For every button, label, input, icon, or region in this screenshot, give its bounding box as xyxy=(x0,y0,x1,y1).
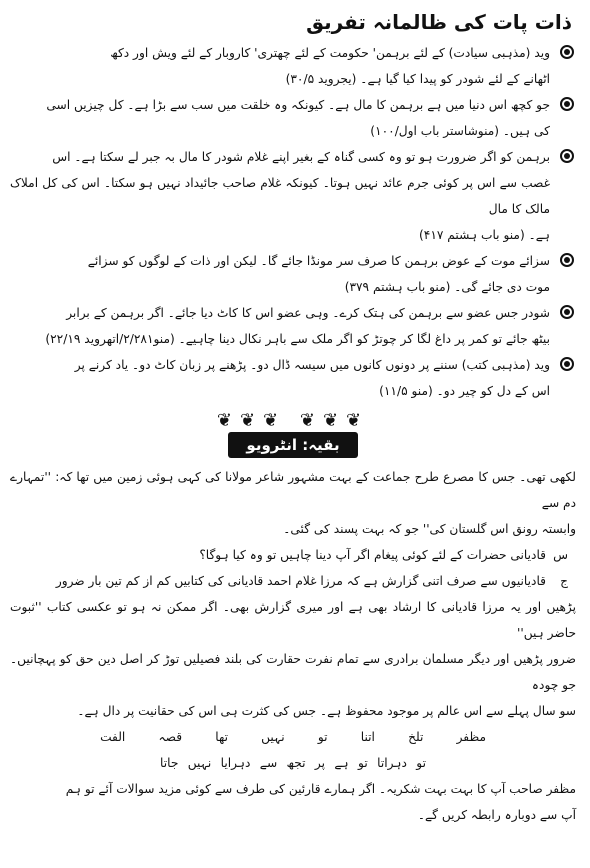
verse-word: پر xyxy=(314,756,325,770)
ornament-icon: ❦❦❦ ❦❦❦ xyxy=(216,410,370,431)
list-item xyxy=(10,248,576,300)
flower-bullet-icon xyxy=(560,253,574,267)
verse-word: تو xyxy=(416,756,426,770)
text-line: وید (مذہبی کتب) سننے پر دونوں کانوں میں سیسہ ڈال دو۔ پڑھنے پر زبان کاٹ دو۔ یاد کرنے پر xyxy=(74,358,550,372)
verse-word: ہے xyxy=(334,756,349,770)
answer-label: ج xyxy=(560,574,568,588)
list-item xyxy=(10,352,576,404)
verse-word: تلخ xyxy=(408,730,424,744)
verse-word: مظفر xyxy=(456,730,486,744)
page-title: ذات پات کی ظالمانہ تفریق xyxy=(306,10,572,34)
flower-bullet-icon xyxy=(560,45,574,59)
list-item xyxy=(10,144,576,248)
question-text: قادیانی حضرات کے لئے کوئی پیغام اگر آپ دینا چاہیں تو وہ کیا ہوگا؟ xyxy=(199,548,546,562)
text-line: پڑھیں اور یہ مرزا قادیانی کا ارشاد بھی ہے اور میری گزارش بھی۔ اگر ممکن نہ ہو تو عکسی کتاب ''ثبوت حاضر ہیں'' xyxy=(10,600,576,640)
text-line: وابستہ رونق اس گلستان کی'' جو کہ بہت پسند کی گئی۔ xyxy=(283,522,576,536)
verse-line-1 xyxy=(10,724,576,750)
question xyxy=(10,542,576,568)
list-item xyxy=(10,40,576,92)
verse-word: نہیں xyxy=(187,756,212,770)
text-line: آپ سے دوبارہ رابطہ کریں گے۔ xyxy=(417,808,576,822)
text-line: وید (مذہبی سیادت) کے لئے برہمن' حکومت کے لئے چھتری' کاروبار کے لئے ویش اور دکھ xyxy=(110,46,550,60)
text-line: بیٹھ جائے تو کمر پر داغ لگا کر چوتڑ کو اگر ملک سے باہر نکال دینا چاہیے۔ (منو۲/۲۸۱/اتھروید ۲۲/۱۹) xyxy=(45,332,550,346)
text-line: کی ہیں۔ (منوشاستر باب اول/۱۰۰) xyxy=(370,124,550,138)
verse-word: سے xyxy=(259,756,278,770)
interview-body xyxy=(10,464,576,828)
verse-word: قصہ xyxy=(158,730,183,744)
text-line: برہمن کو اگر ضرورت ہو تو وہ کسی گناہ کے بغیر اپنے غلام شودر کا مال بہ جبر لے سکتا ہے۔ اس xyxy=(52,150,550,164)
verse-word: الفت xyxy=(100,730,126,744)
verse-word: اتنا xyxy=(360,730,375,744)
question-label: س xyxy=(553,548,568,562)
text-line: ہے۔ (منو باب ہشتم ۴۱۷) xyxy=(419,228,550,242)
flower-bullet-icon xyxy=(560,97,574,111)
verse-word: جاتا xyxy=(160,756,179,770)
list-item xyxy=(10,300,576,352)
text-line: موت دی جائے گی۔ (منو باب ہشتم ۳۷۹) xyxy=(344,280,550,294)
flower-bullet-icon xyxy=(560,149,574,163)
text-line: لکھی تھی۔ جس کا مصرع طرح جماعت کے بہت مشہور شاعر مولانا کی کہی ہوئی زمین میں تھا کہ: ''تمہارے دم سے xyxy=(10,470,576,510)
verse-word: تو xyxy=(358,756,368,770)
flower-bullet-icon xyxy=(560,357,574,371)
flower-bullet-icon xyxy=(560,305,574,319)
verse-word: تو xyxy=(317,730,328,744)
text-line: جو کچھ اس دنیا میں ہے برہمن کا مال ہے۔ کیونکہ وہ خلقت میں سب سے بڑا ہے۔ کل چیزیں اسی xyxy=(46,98,550,112)
text-line: اس کے دل کو چیر دو۔ (منو ۱۱/۵) xyxy=(379,384,550,398)
verse-word: تھا xyxy=(215,730,228,744)
answer xyxy=(10,568,576,594)
verse-word: تجھ xyxy=(286,756,306,770)
text-line: سو سال پہلے سے اس عالم پر موجود محفوظ ہے۔ جس کی کثرت ہی اس کی حقانیت پر دال ہے۔ xyxy=(77,704,576,718)
verse-word: دہرایا xyxy=(220,756,251,770)
verse-line-2 xyxy=(10,750,576,776)
text-line: ضرور پڑھیں اور دیگر مسلمان برادری سے تمام نفرت حقارت کی بلند فصیلیں توڑ کر اصل دین حق کو پہچانیں۔ جو چودہ xyxy=(10,652,576,692)
section-label: بقیہ: انٹرویو xyxy=(228,432,357,458)
bullet-list xyxy=(10,40,576,404)
verse-word: دہراتا xyxy=(377,756,407,770)
text-line: شودر جس عضو سے برہمن کی ہتک کرے۔ وہی عضو اس کا کاٹ دیا جائے۔ اگر برہمن کے برابر xyxy=(66,306,550,320)
text-line: غصب سے اس پر کوئی جرم عائد نہیں ہوتا۔ کیونکہ غلام صاحب جائیداد نہیں ہو سکتا۔ اس کی کل املاک مالک کا مال xyxy=(10,176,550,216)
text-line: قادیانیوں سے صرف اتنی گزارش ہے کہ مرزا غلام احمد قادیانی کی کتابیں کم از کم تین بار ضرور xyxy=(55,574,546,588)
section-divider xyxy=(10,412,576,458)
verse-word: نہیں xyxy=(261,730,285,744)
intro-paragraph xyxy=(10,464,576,542)
list-item xyxy=(10,92,576,144)
text-line: مظفر صاحب آپ کا بہت بہت شکریہ۔ اگر ہمارے قارئین کی طرف سے کوئی مزید سوالات آئے تو ہم xyxy=(65,782,576,796)
text-line: سزائے موت کے عوض برہمن کا صرف سر مونڈا جائے گا۔ لیکن اور ذات کے لوگوں کو سزائے xyxy=(87,254,550,268)
text-line: اٹھانے کے لئے شودر کو پیدا کیا گیا ہے۔ (یجروید ۳۰/۵) xyxy=(285,72,550,86)
